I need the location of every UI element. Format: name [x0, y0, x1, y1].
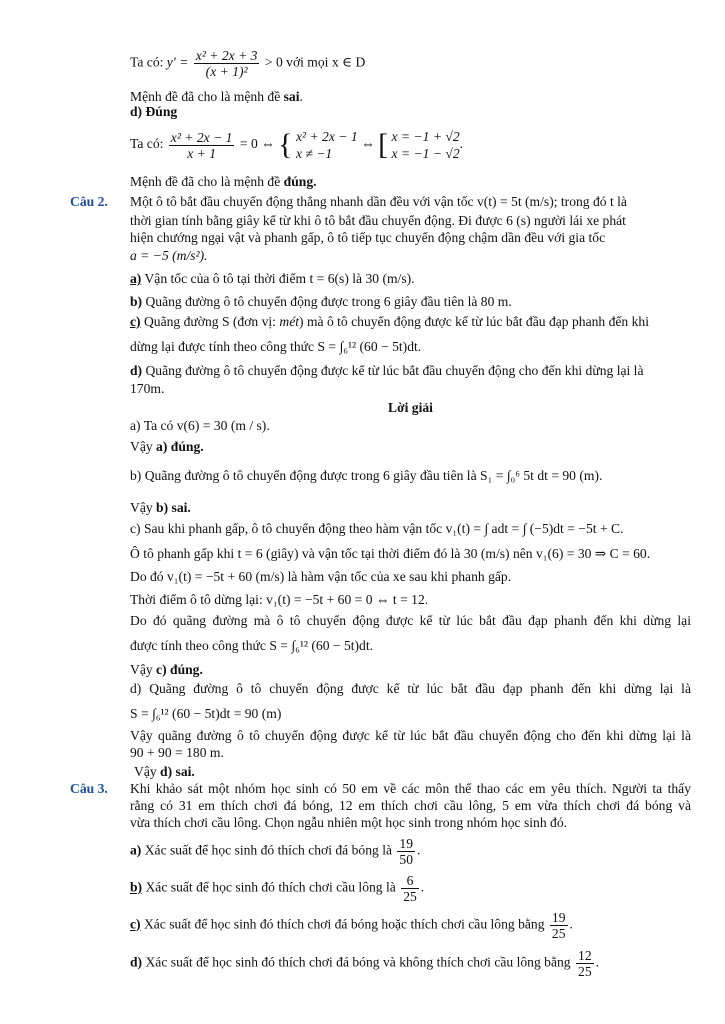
solution-row: x = −1 − √2 — [391, 146, 460, 161]
statement-a: a) Xác suất để học sinh đó thích chơi đá bóng là $\frac{19}{50}$ . — [130, 836, 421, 867]
solution-line: được tính theo công thức S = ∫₆¹² (60 − 5t)dt. — [130, 638, 374, 653]
bold-text: b) sai. — [156, 500, 191, 515]
fraction — [397, 836, 415, 867]
fraction-denominator: 25 — [403, 889, 417, 904]
equation-line: Ta có: $\frac{\text{x² + 2x − 1}}{x + 1}$ = 0 ⇔ { x² + 2x − 1 x ≠ −1 ⇔ [ x = −1 + √2 x = −1 − √2 . — [130, 128, 464, 161]
statement-label: b) — [130, 879, 143, 895]
statement-c-formula: dừng lại được tính theo công thức S = ∫₆¹² (60 − 5t)dt. — [130, 339, 422, 354]
fraction-numerator: x² + 2x − 1 — [170, 129, 233, 145]
text: Xác suất để học sinh đó thích chơi đá bóng hoặc thích chơi cầu lông bằng — [140, 916, 548, 932]
solution-verdict — [130, 500, 691, 516]
fraction — [401, 873, 419, 904]
system-row: x ≠ −1 — [295, 146, 333, 161]
statement-c — [130, 314, 691, 330]
solution-line: 90 + 90 = 180 m. — [130, 745, 224, 760]
derivative-line — [130, 48, 691, 79]
text: Ta có: — [130, 54, 167, 70]
question-2-text: a = −5 (m/s²). — [130, 248, 208, 263]
solution-line: Vậy quãng đường ô tô chuyển động được kể từ lúc bắt đầu chuyển động cho đến khi dừng lại là — [130, 728, 691, 743]
question-2-label: Câu 2. — [70, 194, 108, 209]
text: Vậy — [130, 662, 157, 677]
statement-label: b) — [130, 294, 143, 309]
bold-text: c) đúng. — [156, 662, 203, 677]
left-bracket: [ — [378, 128, 389, 161]
fraction — [194, 48, 260, 79]
question-2-text: hiện chướng ngại vật và phanh gấp, ô tô tiếp tục chuyển động chậm dần đều với gia tốc — [130, 230, 606, 245]
text: Xác suất để học sinh đó thích chơi đá bóng và không thích chơi cầu lông bằng — [142, 954, 575, 970]
statement-label: d) — [130, 363, 143, 378]
solution-line: b) Quãng đường ô tô chuyển động được trong 6 giây đầu tiên là S₁ = ∫₀⁶ 5t dt = 90 (m). — [130, 468, 603, 483]
text: ) mà ô tô chuyển động được kể từ lúc bắt đầu đạp phanh đến khi — [299, 314, 649, 329]
statement-label: c) — [130, 916, 141, 932]
solution-line: d) Quãng đường ô tô chuyển động được kể từ lúc bắt đầu đạp phanh đến khi dừng lại là — [130, 681, 691, 696]
statement-d: d) Xác suất để học sinh đó thích chơi đá bóng và không thích chơi cầu lông bằng $\frac{12}{25}$ . — [130, 948, 600, 979]
fraction-denominator: x + 1 — [187, 145, 217, 161]
solution-line: a) Ta có v(6) = 30 (m / s). — [130, 418, 270, 433]
question-2-text: Một ô tô bắt đầu chuyển động thẳng nhanh dần đều với vận tốc v(t) = 5t (m/s); trong đó t là — [130, 194, 627, 209]
question-3-label: Câu 3. — [70, 781, 108, 796]
conclusion-line: Mệnh đề đã cho là mệnh đề sai. — [130, 89, 303, 104]
question-3-text: vừa thích chơi cầu lông. Chọn ngẫu nhiên một học sinh trong nhóm học sinh đó. — [130, 815, 568, 830]
statement-a — [130, 271, 691, 287]
text: Vậy — [130, 500, 157, 515]
solution-line: Ô tô phanh gấp khi t = 6 (giây) và vận tốc tại thời điểm đó là 30 (m/s) nên v₁(6) = 30 ⇒ C = 60. — [130, 546, 651, 561]
statement-d-text: 170m. — [130, 381, 165, 396]
question-2-text: thời gian tính bằng giây kể từ khi ô tô bắt đầu chuyển động. Đi được 6 (s) người lái xe phát — [130, 213, 626, 228]
fraction-numerator: 6 — [401, 873, 419, 889]
text: > 0 với mọi x ∈ D — [264, 54, 366, 70]
solution-title: Lời giải — [388, 400, 433, 415]
text: Quãng đường S (đơn vị: — [140, 314, 280, 329]
statement-b — [130, 294, 691, 310]
solution-line: Thời điểm ô tô dừng lại: v₁(t) = −5t + 60 = 0 ⇔ t = 12. — [130, 592, 429, 607]
math-text: y′ = — [166, 54, 189, 70]
fraction-numerator: 19 — [399, 836, 414, 851]
text: Mệnh đề đã cho là mệnh đề — [130, 89, 284, 104]
solution-line: S = ∫₆¹² (60 − 5t)dt = 90 (m) — [130, 706, 282, 721]
bold-text: a) đúng. — [156, 439, 204, 454]
bold-text: d) Đúng — [130, 104, 178, 119]
text: Vậy — [134, 764, 161, 779]
solution-line: Do đó quãng đường mà ô tô chuyển động được kể từ lúc bắt đầu đạp phanh đến khi dừng lại — [130, 613, 691, 628]
text: Quãng đường ô tô chuyển động được kể từ lúc bắt đầu chuyển động cho đến khi dừng lại là — [142, 363, 644, 378]
statement-d — [130, 363, 691, 379]
italic-text: mét — [279, 314, 300, 329]
fraction — [550, 910, 568, 941]
solution-line: c) Sau khi phanh gấp, ô tô chuyển động theo hàm vận tốc v₁(t) = ∫ adt = ∫ (−5)dt = −5t + C. — [130, 521, 624, 536]
question-3-text: Khi khảo sát một nhóm học sinh có 50 em về các môn thể thao các em yêu thích. Người ta thấy — [130, 781, 691, 796]
solution-verdict — [134, 764, 691, 780]
conclusion-line — [130, 174, 691, 190]
question-3-text: rằng có 31 em thích chơi đá bóng, 12 em thích chơi cầu lông, 5 em vừa thích chơi đá bóng và — [130, 798, 691, 813]
left-brace: { — [278, 128, 293, 161]
text: = 0 ⇔ — [239, 136, 279, 152]
fraction-denominator: 25 — [551, 926, 566, 941]
statement-c: c) Xác suất để học sinh đó thích chơi đá bóng hoặc thích chơi cầu lông bằng $\frac{19}{25}$ . — [130, 910, 573, 941]
statement-label: a) — [130, 842, 142, 858]
bold-text: đúng. — [283, 174, 317, 189]
text: Vậy — [130, 439, 157, 454]
text: Xác suất để học sinh đó thích chơi cầu lông là — [142, 879, 400, 895]
statement-label: d) — [130, 954, 143, 970]
statement-b: b) Xác suất để học sinh đó thích chơi cầu lông là $\frac{6}{25}$ . — [130, 873, 425, 904]
statement-label: a) — [130, 271, 142, 286]
fraction-numerator: 19 — [551, 910, 566, 925]
solution-line: Do đó v₁(t) = −5t + 60 (m/s) là hàm vận tốc của xe sau khi phanh gấp. — [130, 569, 512, 584]
text: Mệnh đề đã cho là mệnh đề — [130, 174, 284, 189]
fraction-denominator: 50 — [399, 852, 414, 867]
fraction-numerator: x² + 2x + 3 — [195, 48, 258, 63]
text: Ta có: — [130, 136, 167, 152]
fraction-denominator: (x + 1)² — [205, 64, 248, 79]
fraction — [169, 130, 235, 161]
fraction-denominator: 25 — [578, 964, 592, 979]
fraction — [576, 948, 594, 979]
text: Xác suất để học sinh đó thích chơi đá bóng là — [141, 842, 396, 858]
solution-set — [391, 128, 459, 162]
fraction-numerator: 12 — [578, 948, 592, 963]
section-heading — [130, 104, 691, 120]
text: Quãng đường ô tô chuyển động được trong 6 giây đầu tiên là 80 m. — [142, 294, 512, 309]
statement-label: c) — [130, 314, 141, 329]
solution-verdict — [130, 439, 691, 455]
bold-text: sai — [283, 89, 300, 104]
text: Vận tốc của ô tô tại thời điểm t = 6(s) là 30 (m/s). — [141, 271, 415, 286]
bold-text: d) sai. — [160, 764, 195, 779]
solution-verdict — [130, 662, 691, 678]
solution-row: x = −1 + √2 — [391, 129, 460, 144]
system-row: x² + 2x − 1 — [295, 129, 358, 144]
equation-system — [296, 128, 358, 162]
